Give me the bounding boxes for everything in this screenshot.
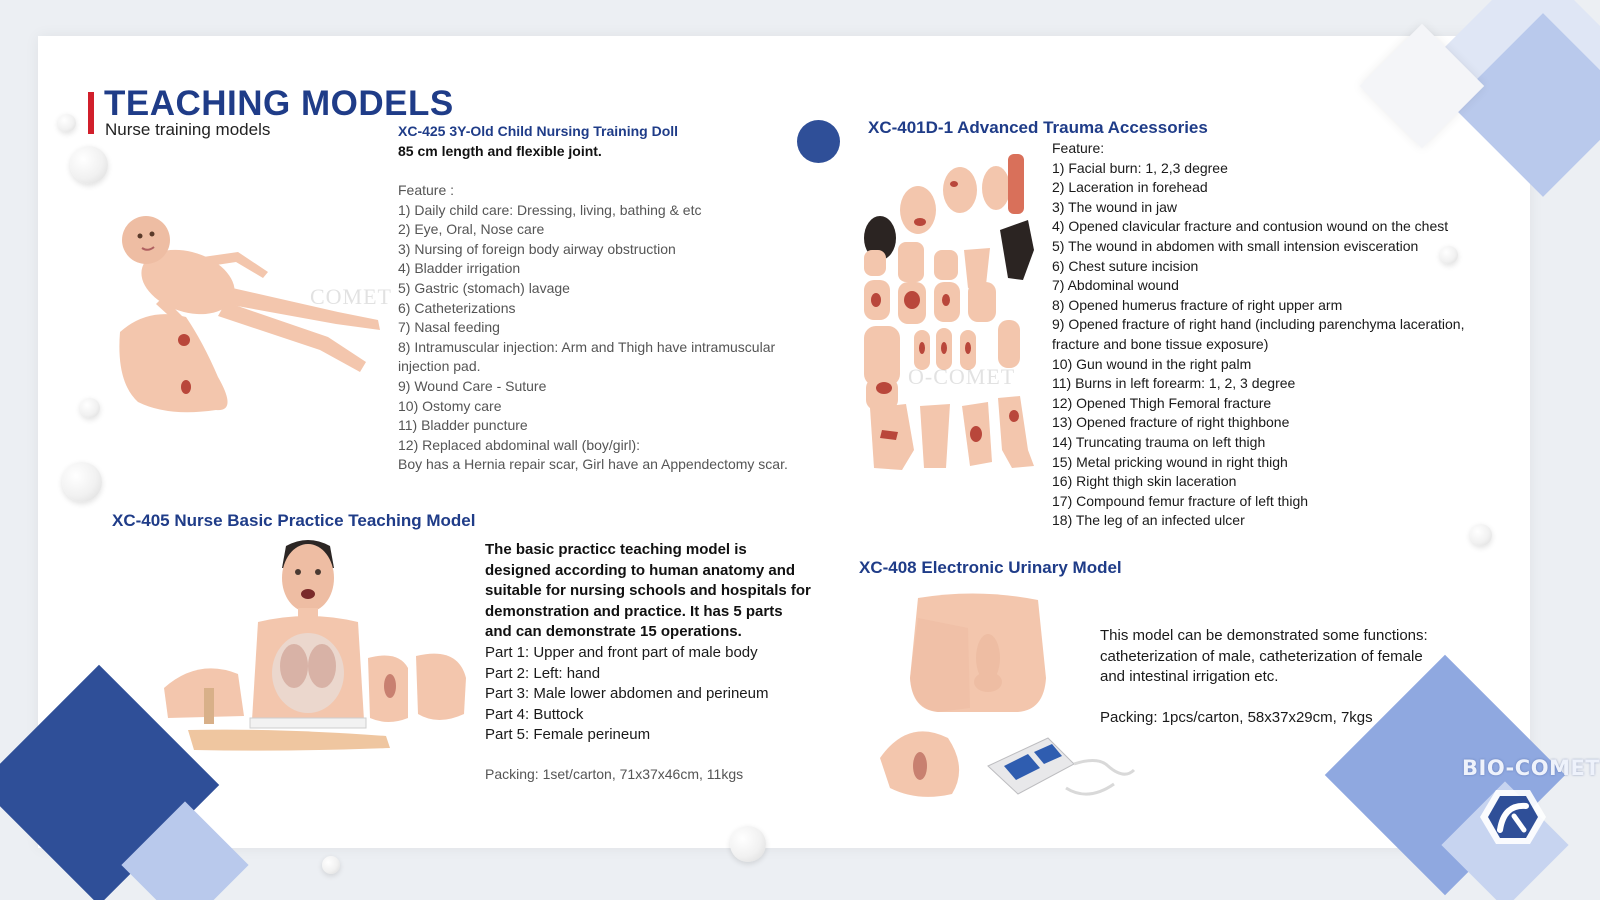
- feature-list-xc401: [1052, 139, 1464, 531]
- feature-item: 10) Gun wound in the right palm: [1052, 355, 1252, 372]
- nurse-practice-model-image: [158, 538, 468, 756]
- page-title: TEACHING MODELS: [104, 84, 454, 123]
- description-line: This model can be demonstrated some functions:: [1100, 627, 1428, 644]
- feature-item: 12) Replaced abdominal wall (boy/girl):: [398, 436, 641, 453]
- product-title-xc405: XC-405 Nurse Basic Practice Teaching Model: [112, 511, 476, 530]
- feature-item: 3) Nursing of foreign body airway obstruction: [398, 240, 676, 257]
- deco-bubble: [70, 146, 108, 184]
- feature-item: 18) The leg of an infected ulcer: [1052, 512, 1245, 529]
- feature-item: 10) Ostomy care: [398, 397, 502, 414]
- feature-item: 4) Bladder irrigation: [398, 260, 521, 277]
- feature-item: 13) Opened fracture of right thighbone: [1052, 414, 1290, 431]
- feature-item: 16) Right thigh skin laceration: [1052, 473, 1237, 490]
- deco-blue-dot: [797, 120, 840, 163]
- title-accent-bar: [88, 92, 94, 134]
- feature-label: Feature :: [398, 182, 455, 198]
- feature-item: 6) Catheterizations: [398, 299, 516, 316]
- feature-item: 1) Daily child care: Dressing, living, bathing & etc: [398, 201, 702, 218]
- feature-item: 11) Bladder puncture: [398, 417, 528, 434]
- description-line: The basic practicc teaching model is: [485, 541, 747, 558]
- feature-item: 7) Nasal feeding: [398, 319, 500, 336]
- feature-item: 8) Intramuscular injection: Arm and Thigh have intramuscular: [398, 338, 776, 355]
- deco-bubble: [730, 826, 766, 862]
- urinary-model-image: [878, 588, 1138, 803]
- bio-comet-logo-icon: [1478, 786, 1548, 848]
- feature-item: 5) Gastric (stomach) lavage: [398, 279, 570, 296]
- description-line: demonstration and practice. It has 5 parts: [485, 602, 783, 620]
- description-line: catheterization of male, catheterization of female: [1100, 647, 1423, 665]
- product-tagline-xc425: 85 cm length and flexible joint.: [398, 143, 602, 159]
- description-line: and intestinal irrigation etc.: [1100, 668, 1279, 686]
- feature-list-xc425: [398, 181, 788, 475]
- part-item: Part 3: Male lower abdomen and perineum: [485, 685, 769, 703]
- feature-item: fracture and bone tissue exposure): [1052, 335, 1269, 352]
- feature-item: 2) Eye, Oral, Nose care: [398, 221, 545, 238]
- deco-bubble: [62, 462, 102, 502]
- description-line: and can demonstrate 15 operations.: [485, 623, 742, 641]
- feature-item: 11) Burns in left forearm: 1, 2, 3 degree: [1052, 375, 1296, 392]
- product-title-xc408: XC-408 Electronic Urinary Model: [859, 558, 1122, 577]
- child-doll-image: [108, 212, 388, 417]
- deco-bubble: [58, 114, 76, 132]
- page-subtitle: Nurse training models: [105, 120, 271, 139]
- feature-label: Feature:: [1052, 140, 1105, 156]
- feature-item: 4) Opened clavicular fracture and contusion wound on the chest: [1052, 218, 1449, 235]
- feature-item: 2) Laceration in forehead: [1052, 179, 1208, 196]
- packing-xc408: Packing: 1pcs/carton, 58x37x29cm, 7kgs: [1100, 709, 1373, 726]
- product-title-xc401: XC-401D-1 Advanced Trauma Accessories: [868, 118, 1208, 137]
- part-item: Part 1: Upper and front part of male body: [485, 643, 758, 661]
- packing-xc405: Packing: 1set/carton, 71x37x46cm, 11kgs: [485, 766, 744, 782]
- deco-bubble: [1470, 524, 1492, 546]
- watermark-text: O-COMET: [908, 364, 1016, 389]
- watermark-text: COMET: [310, 284, 392, 309]
- description-line: suitable for nursing schools and hospitals for: [485, 582, 811, 600]
- description-line: designed according to human anatomy and: [485, 561, 796, 579]
- product-title-xc425: XC-425 3Y-Old Child Nursing Training Doll: [398, 123, 679, 139]
- trauma-accessories-image: [858, 150, 1038, 475]
- feature-item: 15) Metal pricking wound in right thigh: [1052, 453, 1288, 470]
- feature-item: 1) Facial burn: 1, 2,3 degree: [1052, 159, 1228, 176]
- description-xc405: [485, 540, 811, 746]
- brand-name: BIO-COMET: [1462, 756, 1600, 780]
- feature-item: 7) Abdominal wound: [1052, 277, 1179, 294]
- feature-item: 14) Truncating trauma on left thigh: [1052, 433, 1266, 450]
- feature-item: 9) Wound Care - Suture: [398, 377, 547, 394]
- part-item: Part 4: Buttock: [485, 705, 584, 723]
- part-item: Part 2: Left: hand: [485, 664, 601, 682]
- feature-item: 6) Chest suture incision: [1052, 257, 1199, 274]
- feature-item: Boy has a Hernia repair scar, Girl have an Appendectomy scar.: [398, 456, 788, 473]
- feature-item: 17) Compound femur fracture of left thigh: [1052, 492, 1309, 509]
- deco-bubble: [322, 856, 340, 874]
- description-xc408: [1100, 626, 1428, 688]
- feature-item: 8) Opened humerus fracture of right upper arm: [1052, 296, 1343, 313]
- feature-item: 12) Opened Thigh Femoral fracture: [1052, 394, 1272, 411]
- feature-item: 5) The wound in abdomen with small intension evisceration: [1052, 237, 1419, 254]
- feature-item: injection pad.: [398, 358, 481, 375]
- part-item: Part 5: Female perineum: [485, 726, 651, 744]
- feature-item: 3) The wound in jaw: [1052, 198, 1178, 215]
- feature-item: 9) Opened fracture of right hand (including parenchyma laceration,: [1052, 316, 1465, 333]
- deco-bubble: [80, 398, 100, 418]
